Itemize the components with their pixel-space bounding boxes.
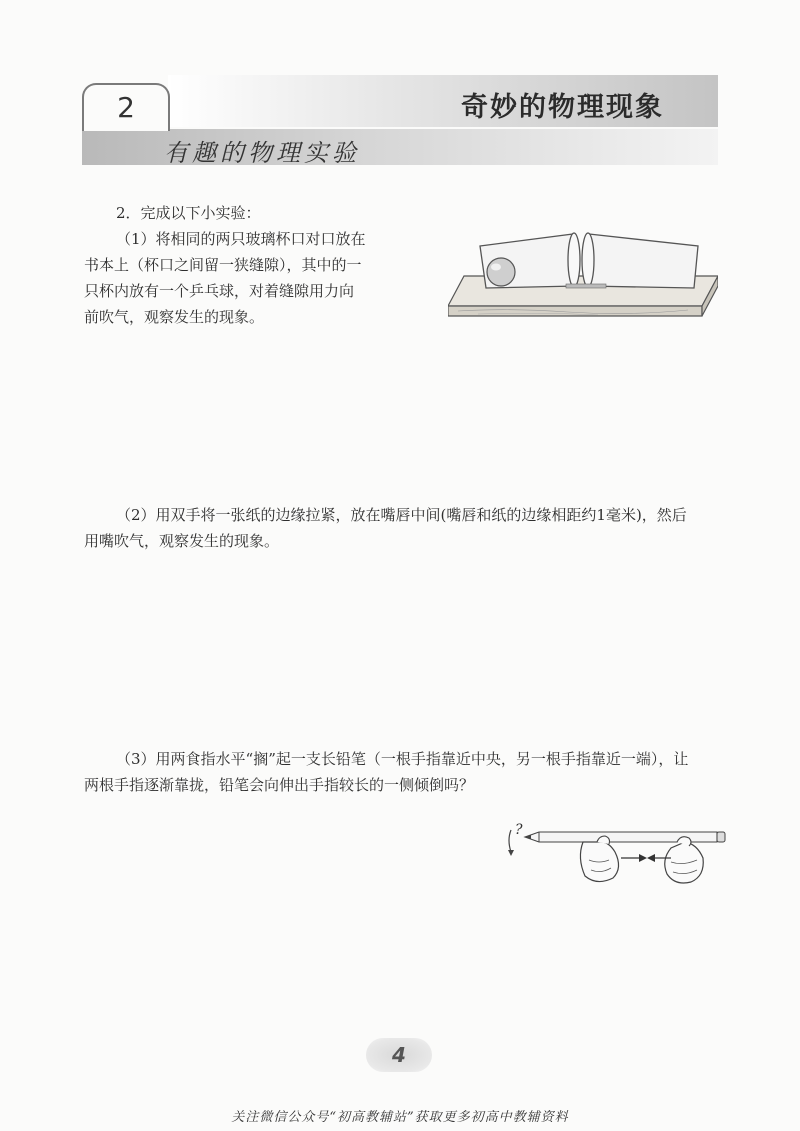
exercise-intro: 2．完成以下小实验： [116, 204, 261, 222]
experiment-2-line-1: （2）用双手将一张纸的边缘拉紧，放在嘴唇中间(嘴唇和纸的边缘相距约1毫米)，然后 [116, 506, 687, 524]
footer-note: 关注微信公众号“初高教辅站”获取更多初高中教辅资料 [231, 1110, 569, 1125]
chapter-header [82, 75, 718, 165]
chapter-number-tab: 2 [82, 83, 170, 131]
experiment-2-line-2: 用嘴吹气，观察发生的现象。 [84, 532, 280, 550]
chapter-title: 奇妙的物理现象 [461, 92, 664, 123]
experiment-1-line-2: 书本上（杯口之间留一狭缝隙），其中的一 [84, 256, 362, 274]
page-number: 4 [366, 1038, 432, 1072]
section-subtitle: 有趣的物理实验 [164, 139, 360, 167]
cups-pingpong-illustration [448, 216, 718, 326]
experiment-3-line-2: 两根手指逐渐靠拢，铅笔会向伸出手指较长的一侧倾倒吗？ [84, 776, 475, 794]
pencil-fingers-illustration [505, 818, 727, 890]
experiment-1-line-3: 只杯内放有一个乒乓球，对着缝隙用力向 [84, 282, 355, 300]
experiment-3-line-1: （3）用两食指水平“搁”起一支长铅笔（一根手指靠近中央，另一根手指靠近一端），让 [116, 750, 689, 768]
experiment-1-line-4: 前吹气，观察发生的现象。 [84, 308, 265, 326]
experiment-1-line-1: （1）将相同的两只玻璃杯口对口放在 [116, 230, 366, 248]
question-mark-label: ? [515, 822, 523, 838]
